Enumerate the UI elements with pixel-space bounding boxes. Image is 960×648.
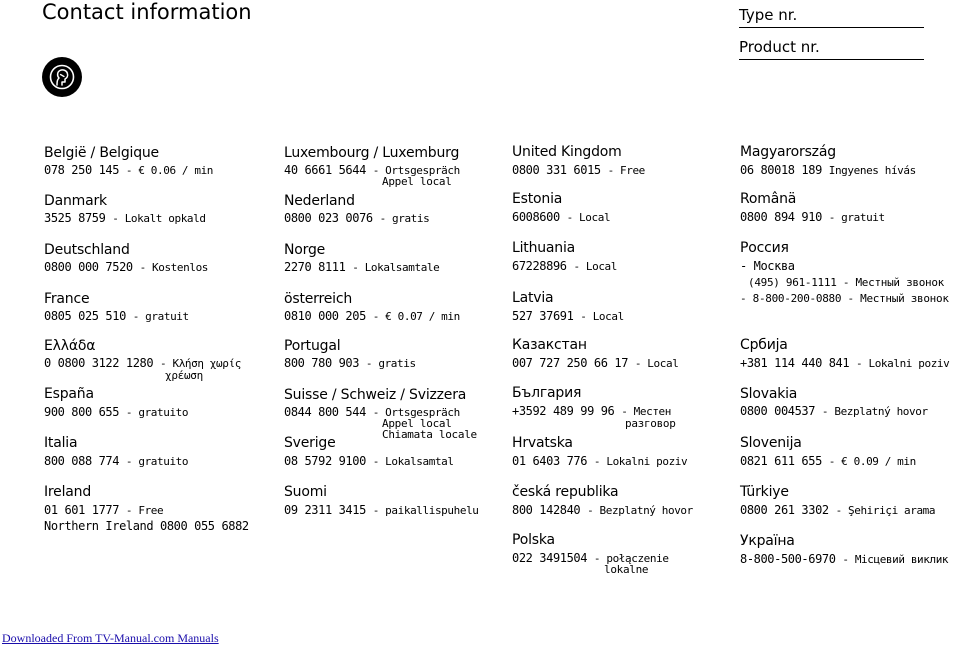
phone-entry: 01 6403 776 - Lokalni poziv [512,454,688,468]
country-name: Portugal [284,338,341,354]
phone-entry: 0800 261 3302 - Şehiriçi arama [740,503,936,517]
country-name: Suomi [284,484,327,500]
country-name: Danmark [44,193,107,209]
phone-entry: 40 6661 5644 - Ortsgespräch [284,163,460,177]
country-name: Suisse / Schweiz / Svizzera [284,387,467,403]
country-name: österreich [284,291,352,307]
country-name: Sverige [284,435,336,451]
phone-entry: 2270 8111 - Lokalsamtale [284,260,440,274]
phone-entry: 3525 8759 - Lokalt opkald [44,211,206,225]
phone-note-continued: разговор [625,417,676,430]
phone-note-continued: χρέωση [165,369,203,382]
phone-entry-line: (495) 961-1111 - Местный звонок [748,276,944,289]
country-name: Казакстан [512,337,587,353]
phone-note-continued: Chiamata locale [382,428,477,441]
country-name: česká republika [512,484,619,500]
country-name: Україна [740,533,795,549]
phone-entry: +3592 489 99 96 - Местен [512,404,671,418]
phone-entry: 8-800-500-6970 - Місцевий виклик [740,552,949,566]
country-name: Ελλάδα [44,338,96,354]
country-name: Deutschland [44,242,130,258]
phone-entry: 0805 025 510 - gratuit [44,309,189,323]
phone-entry: 08 5792 9100 - Lokalsamtal [284,454,454,468]
phone-entry: 06 80018 189 Ingyenes hívás [740,163,916,177]
country-name: Türkiye [740,484,789,500]
phone-entry: 01 601 1777 - Free [44,503,164,517]
country-name: България [512,385,582,401]
country-name: Latvia [512,290,554,306]
country-name: Slovenija [740,435,802,451]
phone-entry: 67228896 - Local [512,259,617,273]
phone-entry-extra: Northern Ireland 0800 055 6882 [44,519,249,533]
phone-entry: 900 800 655 - gratuito [44,405,189,419]
phone-entry: 078 250 145 - € 0.06 / min [44,163,214,177]
country-name: España [44,386,94,402]
phone-entry: 0 0800 3122 1280 - Κλήση χωρίς [44,356,241,370]
phone-note-continued: lokalne [604,563,649,576]
country-name: Hrvatska [512,435,573,451]
country-name: Nederland [284,193,355,209]
phone-entry: 007 727 250 66 17 - Local [512,356,679,370]
phone-note-continued: Appel local [382,417,452,430]
phone-entry: 6008600 - Local [512,210,611,224]
phone-entry: +381 114 440 841 - Lokalni poziv [740,356,950,370]
country-name: Luxembourg / Luxemburg [284,145,460,161]
phone-entry: 0844 800 544 - Ortsgespräch [284,405,460,419]
country-name: Ireland [44,484,92,500]
country-name: United Kingdom [512,144,622,160]
phone-entry: 800 088 774 - gratuito [44,454,189,468]
country-name: Россия [740,240,789,256]
phone-entry: 0810 000 205 - € 0.07 / min [284,309,460,323]
phone-entry-line: - 8-800-200-0880 - Местный звонок [740,292,949,305]
country-name: Românä [740,191,797,207]
phone-entry: 0800 894 910 - gratuit [740,210,885,224]
country-name: Lithuania [512,240,576,256]
country-name: Slovakia [740,386,798,402]
phone-entry: 0800 023 0076 - gratis [284,211,430,225]
phone-entry: 0821 611 655 - € 0.09 / min [740,454,916,468]
country-name: België / Belgique [44,145,159,161]
phone-entry: 0800 004537 - Bezplatný hovor [740,404,928,418]
country-name: Polska [512,532,555,548]
page-title: Contact information [42,0,252,24]
country-name: Italia [44,435,78,451]
country-name: France [44,291,90,307]
support-person-icon [42,57,82,97]
phone-entry: 0800 000 7520 - Kostenlos [44,260,209,274]
phone-entry: 09 2311 3415 - paikallispuhelu [284,503,479,517]
country-name: Србија [740,337,788,353]
phone-entry: 800 780 903 - gratis [284,356,416,370]
phone-entry: 527 37691 - Local [512,309,624,323]
download-source-link[interactable]: Downloaded From TV-Manual.com Manuals [2,631,219,645]
phone-entry: 022 3491504 - połączenie [512,551,669,565]
phone-entry: 0800 331 6015 - Free [512,163,645,177]
phone-note-continued: Appel local [382,175,452,188]
country-name: Estonia [512,191,563,207]
type-number-field[interactable]: Type nr. [739,6,924,28]
country-name: Norge [284,242,326,258]
product-number-field[interactable]: Product nr. [739,38,924,60]
phone-entry: - Москва [740,259,795,273]
country-name: Magyarország [740,144,836,160]
phone-entry: 800 142840 - Bezplatný hovor [512,503,693,517]
